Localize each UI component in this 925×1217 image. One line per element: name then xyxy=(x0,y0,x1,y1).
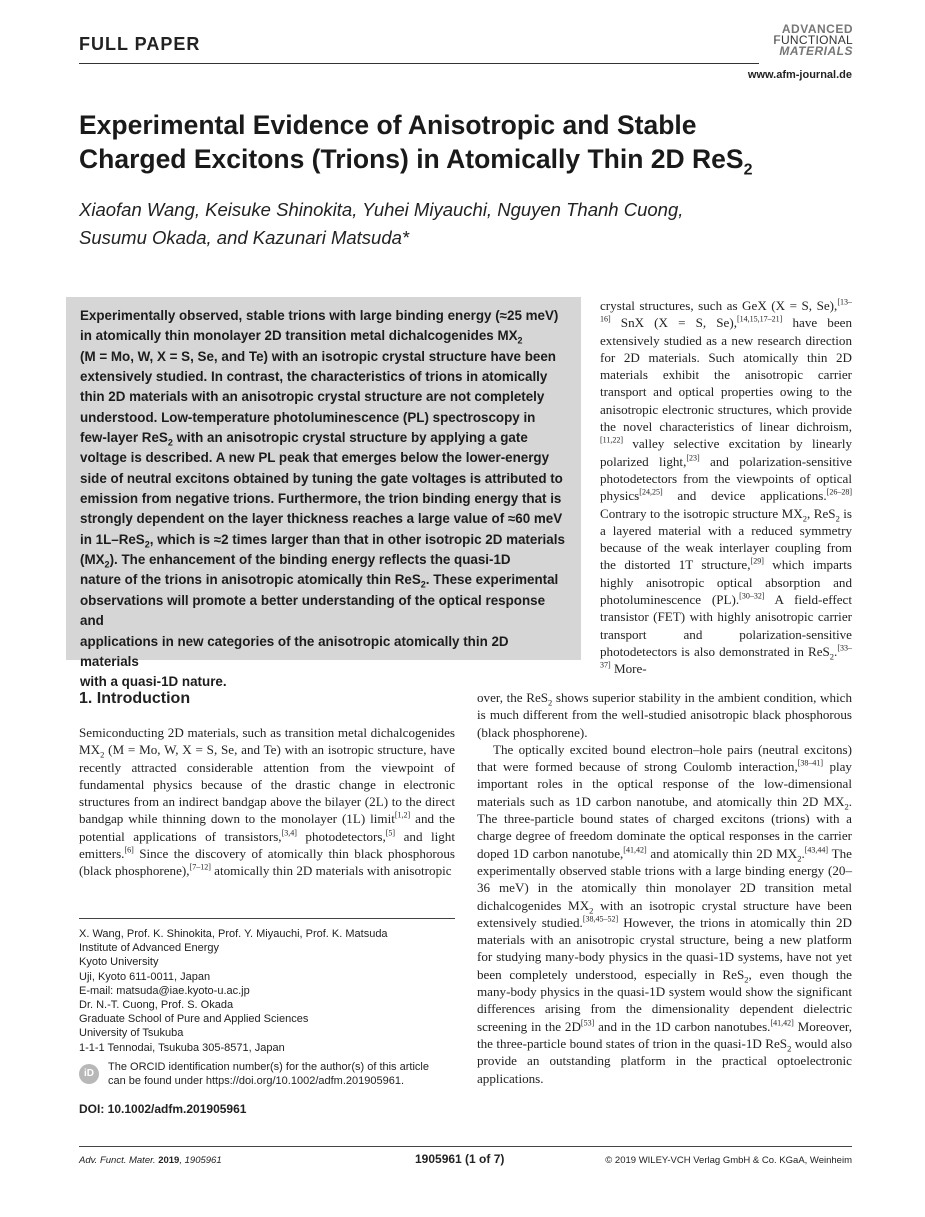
abstract-line: $(MX_2)$. The enhancement of the binding energy reflects the quasi-1D xyxy=(80,552,511,570)
abstract-line: understood. Low-temperature photoluminescence (PL) spectroscopy in xyxy=(80,409,536,425)
abstract-line: in 1L–ReS$_2$, which is ≈2 times larger than that in other isotropic 2D materials xyxy=(80,531,565,550)
logo-line-3: MATERIALS xyxy=(779,44,853,58)
right-column-bottom xyxy=(477,689,852,1087)
title-line-2: Charged Excitons (Trions) in Atomically Thin 2D ReS$_2$ xyxy=(79,144,753,179)
introduction-left-text xyxy=(79,724,455,880)
abstract-text xyxy=(80,306,567,693)
page-number: 1905961 (1 of 7) xyxy=(415,1152,505,1166)
section-label: FULL PAPER xyxy=(79,34,201,54)
authors-line-2: Susumu Okada, and Kazunari Matsuda* xyxy=(79,227,410,248)
abstract-line: extensively studied. In contrast, the characteristics of trions in atomically xyxy=(80,369,548,385)
abstract-line: thin 2D materials with an anisotropic crystal structure are not completely xyxy=(80,389,545,405)
abstract-line: emission from negative trions. Furthermore, the trion binding energy that is xyxy=(80,491,562,507)
affiliation-rule xyxy=(79,918,455,919)
abstract-line: voltage is described. A new PL peak that emerges below the lower-energy xyxy=(80,450,550,466)
header-rule xyxy=(79,63,759,64)
authors-line-1: Xiaofan Wang, Keisuke Shinokita, Yuhei Miyauchi, Nguyen Thanh Cuong, xyxy=(79,199,684,220)
affiliation-block xyxy=(79,927,459,1055)
affiliation-line: Graduate School of Pure and Applied Sciences xyxy=(79,1013,309,1026)
abstract-line: in atomically thin monolayer 2D transition metal dichalcogenides $MX_2$ xyxy=(80,328,523,347)
affiliation-line: X. Wang, Prof. K. Shinokita, Prof. Y. Miyauchi, Prof. K. Matsuda xyxy=(79,928,388,940)
logo-line-1: ADVANCED xyxy=(781,22,853,36)
abstract-line: Experimentally observed, stable trions with large binding energy (≈25 meV) xyxy=(80,308,559,323)
abstract-line: (M = Mo, W, X = S, Se, and Te) with an isotropic crystal structure have been xyxy=(80,348,556,364)
paragraph-right-bottom-1: over, the ReS$_2$ shows superior stability in the ambient condition, which is much different from the well-studied anisotropic black phosphorous (black phosphorene). xyxy=(477,690,852,740)
affiliation-line: 1-1-1 Tennodai, Tsukuba 305-8571, Japan xyxy=(79,1041,285,1054)
affiliation-line: Institute of Advanced Energy xyxy=(79,942,220,955)
journal-logo xyxy=(750,24,853,57)
abstract-line: few-layer ReS$_2$ with an anisotropic crystal structure by applying a gate xyxy=(80,430,528,448)
journal-website-link[interactable]: www.afm-journal.de xyxy=(747,69,852,81)
copyright: © 2019 WILEY-VCH Verlag GmbH & Co. KGaA, Weinheim xyxy=(605,1155,852,1166)
abstract-line: observations will promote a better understanding of the optical response and xyxy=(80,592,546,629)
article-title xyxy=(79,108,779,187)
orcid-line-2: can be found under https://doi.org/10.1002/adfm.201905961. xyxy=(108,1075,405,1088)
abstract-line: applications in new categories of the anisotropic atomically thin 2D materials xyxy=(80,633,509,669)
abstract-line: strongly dependent on the layer thickness reaches a large value of ≈60 meV xyxy=(80,511,563,527)
affiliation-line: Kyoto University xyxy=(79,956,159,969)
paragraph-right-top: crystal structures, such as GeX (X = S, Se),[13–16] SnX (X = S, Se),[14,15,17–21] have been extensively studied as a new research direction for 2D materials. Such atomically thin 2D materials exhibit the anisotropic carrier transport and optical properties owing to the anisotropic electronic structures, which provide the novel characteristics of linear dichroism,[11,22] valley selective excitation by linearly polarized light,[23] and polarization-sensitive photodetectors from the viewpoints of optical physics[24,25] and device applications.[26–28] Contrary to the isotropic structure $MX_2$, ReS$_2$ is a layered material with a reduced symmetry because of the weak interlayer coupling from the distorted 1T structure,[29] which imparts highly anisotropic optical absorption and photoluminescence (PL).[30–32] A field-effect transistor (FET) with highly anisotropic carrier transport and polarization-sensitive photodetectors is also demonstrated in ReS$_2$.[33–37] More- xyxy=(600,297,853,677)
title-line-1: Experimental Evidence of Anisotropic and Stable xyxy=(79,110,697,140)
author-list xyxy=(79,196,799,252)
affiliation-line: Uji, Kyoto 611-0011, Japan xyxy=(79,970,211,983)
orcid-note xyxy=(108,1060,458,1088)
logo-line-2: FUNCTIONAL xyxy=(773,33,853,47)
doi-link[interactable]: DOI: 10.1002/adfm.201905961 xyxy=(79,1102,247,1116)
paragraph-right-bottom-2: The optically excited bound electron–hole pairs (neutral excitons) that were formed because of strong Coulomb interaction,[38–41] play important roles in the optical response of the low-dimensional materials such as 1D carbon nanotube, and atomically thin 2D $MX_2$. The three-particle bound states of charged excitons (trions) with a charge degree of freedom dominate the optical responses in the carrier doped 1D carbon nanotube,[41,42] and atomically thin 2D $MX_2.[43,44]$ The experimentally observed stable trions with a large binding energy (20–36 meV) in the atomically thin monolayer 2D transition metal dichalcogenides $MX_2$ with an isotropic crystal structure have been extensively studied.[38,45–52] However, the trions in atomically thin 2D materials with an anisotropic crystal structure, being a new platform for studying many-body physics in the quasi-1D systems, have not yet been completely understood, especially in ReS$_2$, even though the many-body physics in the quasi-1D system would show the significant differences arising from the dimensionality dependent dielectric screening in the 2D[53] and in the 1D carbon nanotubes.[41,42] Moreover, the three-particle bound states of trion in the quasi-1D ReS$_2$ would also provide an outstanding platform in the practical optoelectronic applications. xyxy=(477,741,853,1086)
abstract-line: nature of the trions in anisotropic atomically thin ReS$_2$. These experimental xyxy=(80,572,559,591)
orcid-icon[interactable]: iD xyxy=(79,1064,99,1084)
right-column-top xyxy=(600,297,852,678)
affiliation-line: University of Tsukuba xyxy=(79,1027,184,1040)
abstract-line: with a quasi-1D nature. xyxy=(80,674,227,690)
section-heading: 1. Introduction xyxy=(79,690,191,707)
footer-citation xyxy=(79,1155,222,1166)
author-email[interactable]: E-mail: matsuda@iae.kyoto-u.ac.jp xyxy=(79,984,250,997)
footer-rule xyxy=(79,1146,852,1147)
footer-year: 2019 xyxy=(158,1155,180,1166)
abstract-line: side of neutral excitons obtained by tuning the gate voltages is attributed to xyxy=(80,470,563,486)
affiliation-line: Dr. N.-T. Cuong, Prof. S. Okada xyxy=(79,999,234,1012)
paragraph-left: Semiconducting 2D materials, such as transition metal dichalcogenides $MX_2$ (M = Mo, W, X = S, Se, and Te) with an isotropic structure, have recently attracted considerable attention from the viewpoint of fundamental physics because of the drastic change in electronic structures from an indirect bandgap above the bilayer (2L) to the direct bandgap while thinning down to the monolayer (1L) limit[1,2] and the potential applications of transistors,[3,4] photodetectors,[5] and light emitters.[6] Since the discovery of atomically thin black phosphorous (black phosphorene),[7–12] atomically thin 2D materials with anisotropic xyxy=(79,725,455,879)
footer-article-number: , 1905961 xyxy=(179,1155,222,1166)
footer-journal: Adv. Funct. Mater. xyxy=(79,1155,156,1166)
orcid-line-1: The ORCID identification number(s) for the author(s) of this article xyxy=(108,1061,429,1073)
